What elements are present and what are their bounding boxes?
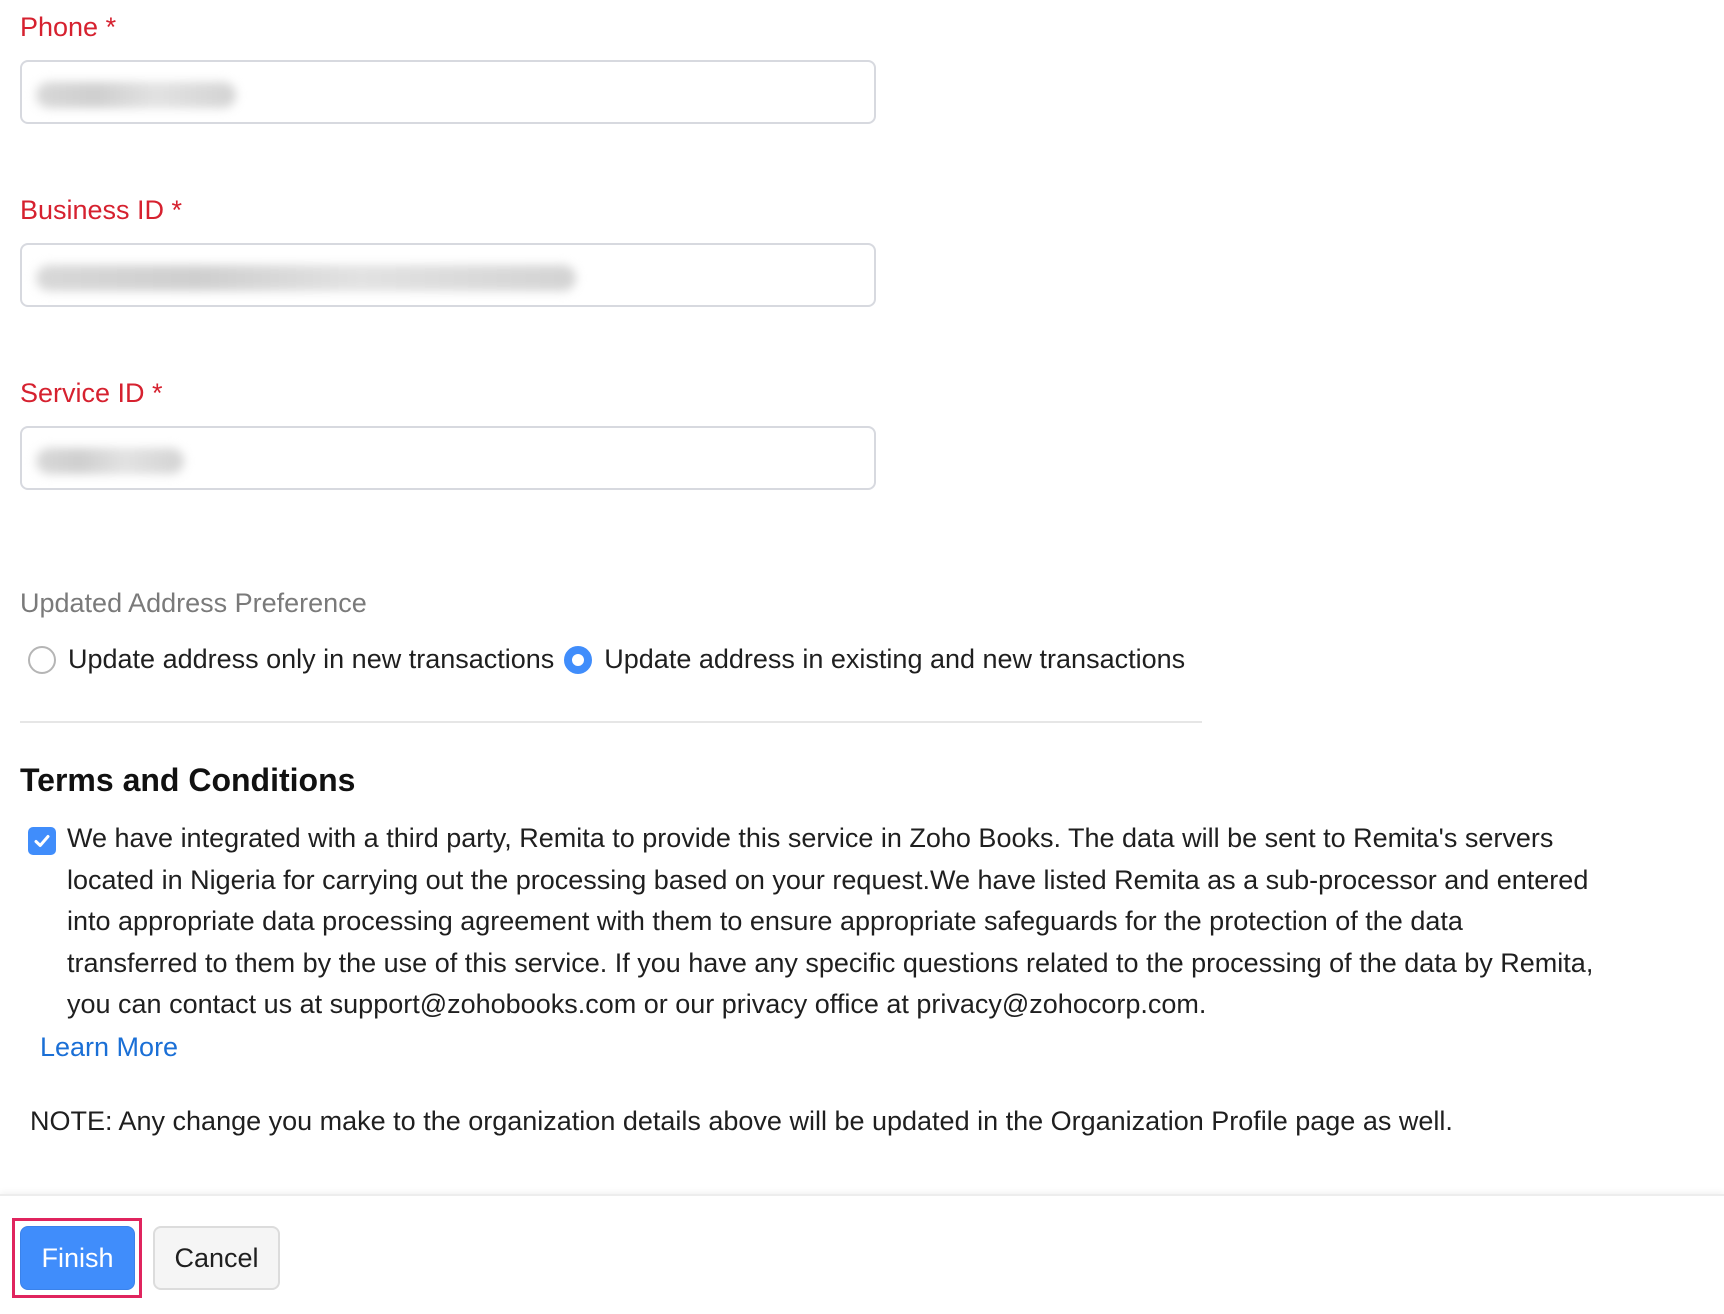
note-text: NOTE: Any change you make to the organization details above will be updated in the Organization Profile page as well. <box>30 1106 1453 1136</box>
finish-button[interactable]: Finish <box>20 1226 135 1290</box>
radio-new-transactions-only[interactable] <box>28 646 56 674</box>
business-id-input[interactable] <box>20 243 876 307</box>
business-id-value-redacted <box>36 265 576 291</box>
terms-title: Terms and Conditions <box>20 762 356 798</box>
service-id-input[interactable] <box>20 426 876 490</box>
terms-text: We have integrated with a third party, Remita to provide this service in Zoho Books. The data will be sent to Remita's servers located in Nigeria for carrying out the processing based on your request.We have listed Remita as a sub-processor and entered into appropriate data processing agreement with them to ensure appropriate safeguards for the protection of the data transferred to them by the use of this service. If you have any specific questions related to the processing of the data by Remita, you can contact us at support@zohobooks.com or our privacy office at privacy@zohocorp.com. <box>67 823 1594 1020</box>
terms-checkbox[interactable] <box>28 827 56 855</box>
learn-more-link[interactable]: Learn More <box>40 1032 179 1062</box>
service-id-value-redacted <box>36 448 184 474</box>
radio-existing-and-new-transactions[interactable] <box>564 646 592 674</box>
cancel-button[interactable]: Cancel <box>153 1226 280 1290</box>
phone-value-redacted <box>36 82 236 108</box>
address-preference-label: Updated Address Preference <box>20 588 367 618</box>
service-id-label: Service ID * <box>20 378 163 408</box>
business-id-label: Business ID * <box>20 195 183 225</box>
phone-label: Phone * <box>20 12 117 42</box>
address-preference-radio-group <box>28 644 1195 675</box>
section-divider <box>20 721 1202 723</box>
radio-existing-and-new-transactions-label[interactable]: Update address in existing and new transactions <box>604 644 1186 674</box>
checkmark-icon <box>32 831 52 851</box>
phone-input[interactable] <box>20 60 876 124</box>
radio-new-transactions-only-label[interactable]: Update address only in new transactions <box>68 644 555 674</box>
